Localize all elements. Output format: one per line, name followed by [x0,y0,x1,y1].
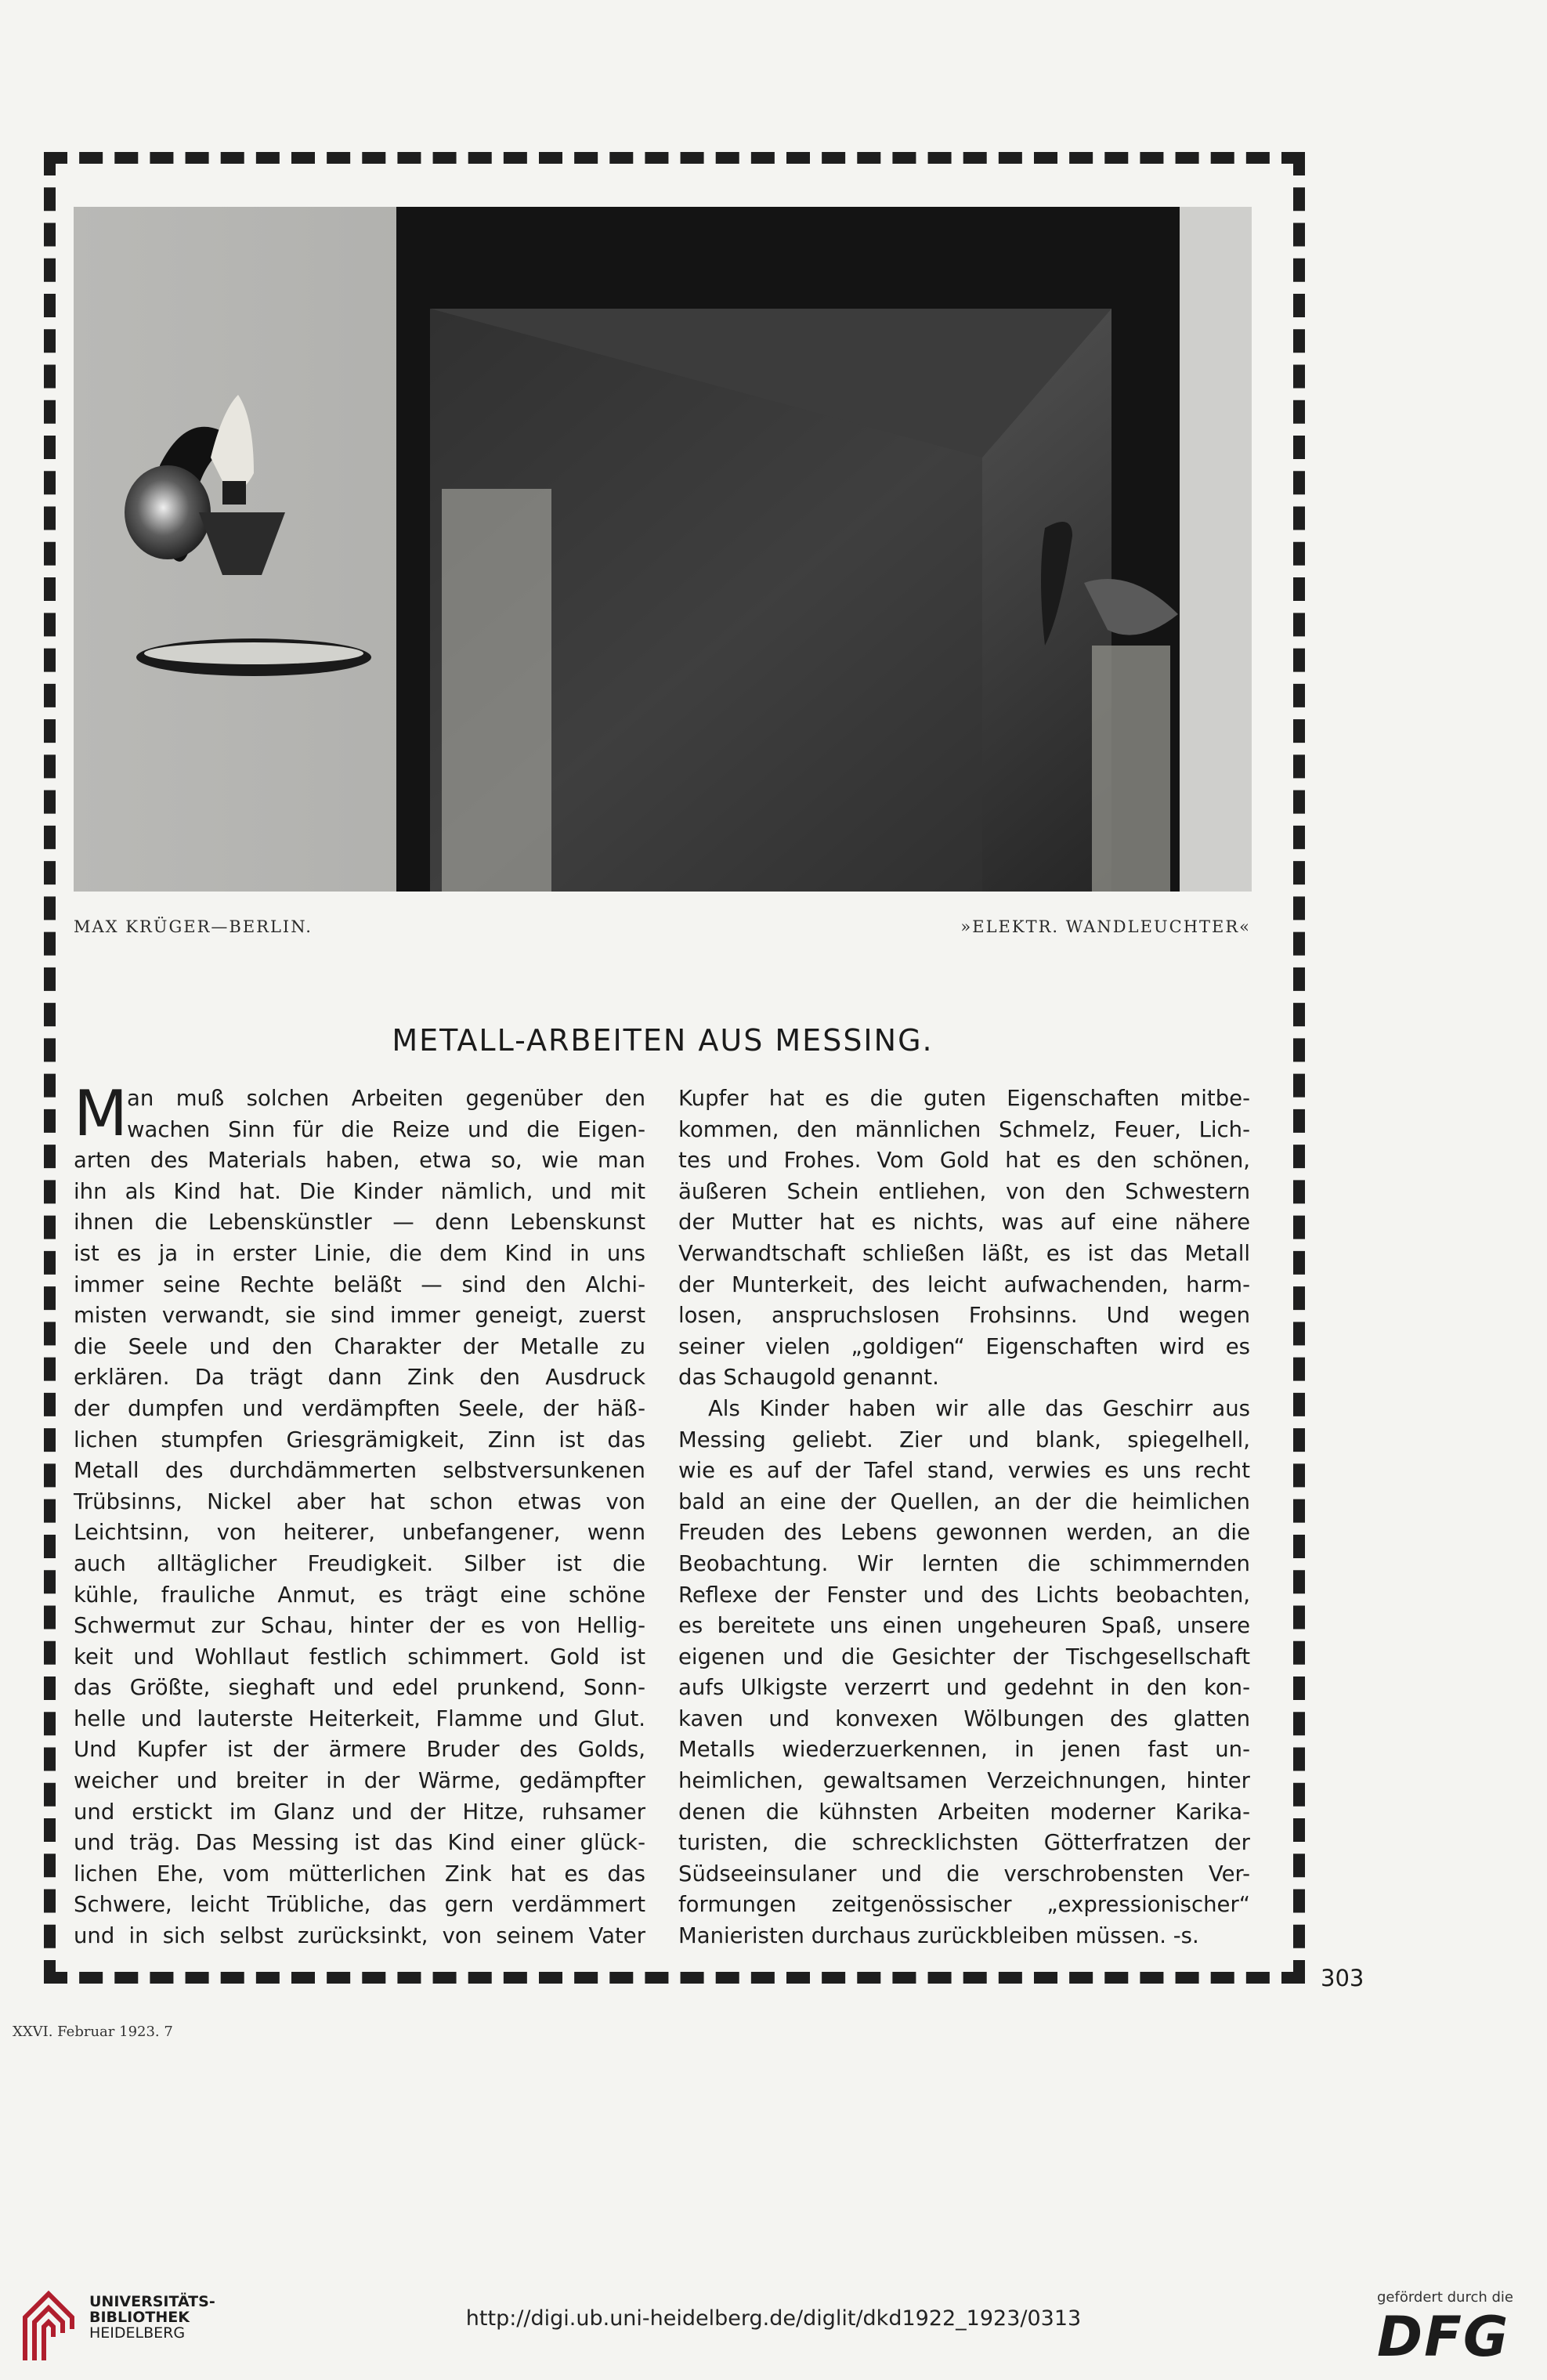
text-line: und erstickt im Glanz und der Hitze, ruhsamer [74,1799,645,1825]
text-line: Südseeinsulaner und die verschrobensten Ver- [678,1861,1250,1886]
photo-caption-title: »ELEKTR. WANDLEUCHTER« [960,917,1251,936]
text-line: das Größte, sieghaft und edel prunkend, Sonn- [74,1675,645,1701]
text-line: turisten, die schrecklichsten Götterfratzen der [678,1830,1250,1856]
text-line: ihnen die Lebenskünstler — denn Lebenskunst [74,1210,645,1235]
text-line: Manieristen durchaus zurückbleiben müssen. -s. [678,1923,1199,1949]
text-line: äußeren Schein entliehen, von den Schwestern [678,1178,1250,1204]
text-line: lichen stumpfen Griesgrämigkeit, Zinn ist das [74,1427,645,1452]
text-line: Leichtsinn, von heiterer, unbefangener, wenn [74,1520,645,1546]
library-line-2: BIBLIOTHEK [89,2309,190,2326]
text-line: immer seine Rechte beläßt — sind den Alchi- [74,1271,645,1297]
text-line: Metall des durchdämmerten selbstversunkenen [74,1458,645,1484]
text-line: ist es ja in erster Linie, die dem Kind in uns [74,1240,645,1266]
text-line: Schwermut zur Schau, hinter der es von Hellig- [74,1613,645,1639]
text-line: erklären. Da trägt dann Zink den Ausdruck [74,1365,645,1391]
text-line: denen die kühnsten Arbeiten moderner Karika- [678,1799,1250,1825]
text-line: keit und Wohllaut festlich schimmert. Gold ist [74,1644,645,1669]
text-line: ihn als Kind hat. Die Kinder nämlich, und mit [74,1178,645,1204]
text-line: das Schaugold genannt. [678,1365,939,1391]
text-line: tes und Frohes. Vom Gold hat es den schönen, [678,1148,1250,1174]
text-line: bald an eine der Quellen, an der die heimlichen [678,1488,1250,1514]
text-line: auch alltäglicher Freudigkeit. Silber ist die [74,1550,645,1576]
text-line: Freuden des Lebens gewonnen werden, an die [678,1520,1250,1546]
text-line: Verwandtschaft schließen läßt, es ist das Metall [678,1240,1250,1266]
drop-cap: M [74,1077,128,1150]
dfg-logo: DFG [1377,2305,1510,2369]
text-line: weicher und breiter in der Wärme, gedämpfter [74,1768,645,1794]
library-line-1: UNIVERSITÄTS- [89,2293,215,2310]
funding-note: gefördert durch die [1377,2289,1513,2306]
text-line: Messing geliebt. Zier und blank, spiegelhell, [678,1427,1250,1452]
signature-line: XXVI. Februar 1923. 7 [13,2024,173,2040]
text-line: formungen zeitgenössischer „expressionischer“ [678,1892,1250,1918]
text-line: wachen Sinn für die Reize und die Eigen- [127,1116,645,1142]
text-line: seiner vielen „goldigen“ Eigenschaften wird es [678,1333,1250,1359]
text-line: Trübsinns, Nickel aber hat schon etwas von [74,1488,645,1514]
text-line: Reflexe der Fenster und des Lichts beobachten, [678,1582,1250,1608]
text-line: der Munterkeit, des leicht aufwachenden, harm- [678,1271,1250,1297]
text-line: es bereitete uns einen ungeheuren Spaß, unsere [678,1613,1250,1639]
text-line: losen, anspruchslosen Frohsinns. Und wegen [678,1303,1250,1329]
text-line: heimlichen, gewaltsamen Verzeichnungen, hinter [678,1768,1250,1794]
text-line: Metalls wiederzuerkennen, in jenen fast un- [678,1737,1250,1763]
text-line: kühle, frauliche Anmut, es trägt eine schöne [74,1582,645,1608]
text-line: Schwere, leicht Trübliche, das gern verdämmert [74,1892,645,1918]
text-line: misten verwandt, sie sind immer geneigt, zuerst [74,1303,645,1329]
text-column-left [74,1077,645,1952]
text-line: kommen, den männlichen Schmelz, Feuer, Lich- [678,1116,1250,1142]
text-line: wie es auf der Tafel stand, verwies es uns recht [678,1458,1250,1484]
article-title: METALL-ARBEITEN AUS MESSING. [392,1023,934,1058]
source-url-link[interactable]: http://digi.ub.uni-heidelberg.de/diglit/dkd1922_1923/0313 [465,2306,1082,2331]
text-line: und in sich selbst zurücksinkt, von seinem Vater [74,1923,645,1949]
text-line: an muß solchen Arbeiten gegenüber den [127,1086,645,1111]
library-line-3: HEIDELBERG [89,2324,186,2342]
text-line: eigenen und die Gesichter der Tischgesellschaft [678,1644,1250,1669]
text-line: und träg. Das Messing ist das Kind einer glück- [74,1830,645,1856]
text-line: kaven und konvexen Wölbungen des glatten [678,1705,1250,1731]
text-line: Als Kinder haben wir alle das Geschirr aus [708,1395,1250,1421]
text-line: aufs Ulkigste verzerrt und gedehnt in den kon- [678,1675,1250,1701]
text-line: Kupfer hat es die guten Eigenschaften mitbe- [678,1086,1250,1111]
text-line: Beobachtung. Wir lernten die schimmernden [678,1550,1250,1576]
text-line: lichen Ehe, vom mütterlichen Zink hat es das [74,1861,645,1886]
photograph-wall-sconces [74,207,1252,892]
text-line: der Mutter hat es nichts, was auf eine nähere [678,1210,1250,1235]
text-line: helle und lauterste Heiterkeit, Flamme und Glut. [74,1705,645,1731]
page-number: 303 [1321,1965,1364,1991]
text-column-right [678,1083,1250,1952]
photo-caption-author: MAX KRÜGER—BERLIN. [74,917,313,936]
text-line: die Seele und den Charakter der Metalle zu [74,1333,645,1359]
text-line: der dumpfen und verdämpften Seele, der häß- [74,1395,645,1421]
text-line: arten des Materials haben, etwa so, wie man [74,1148,645,1174]
text-line: Und Kupfer ist der ärmere Bruder des Golds, [74,1737,645,1763]
